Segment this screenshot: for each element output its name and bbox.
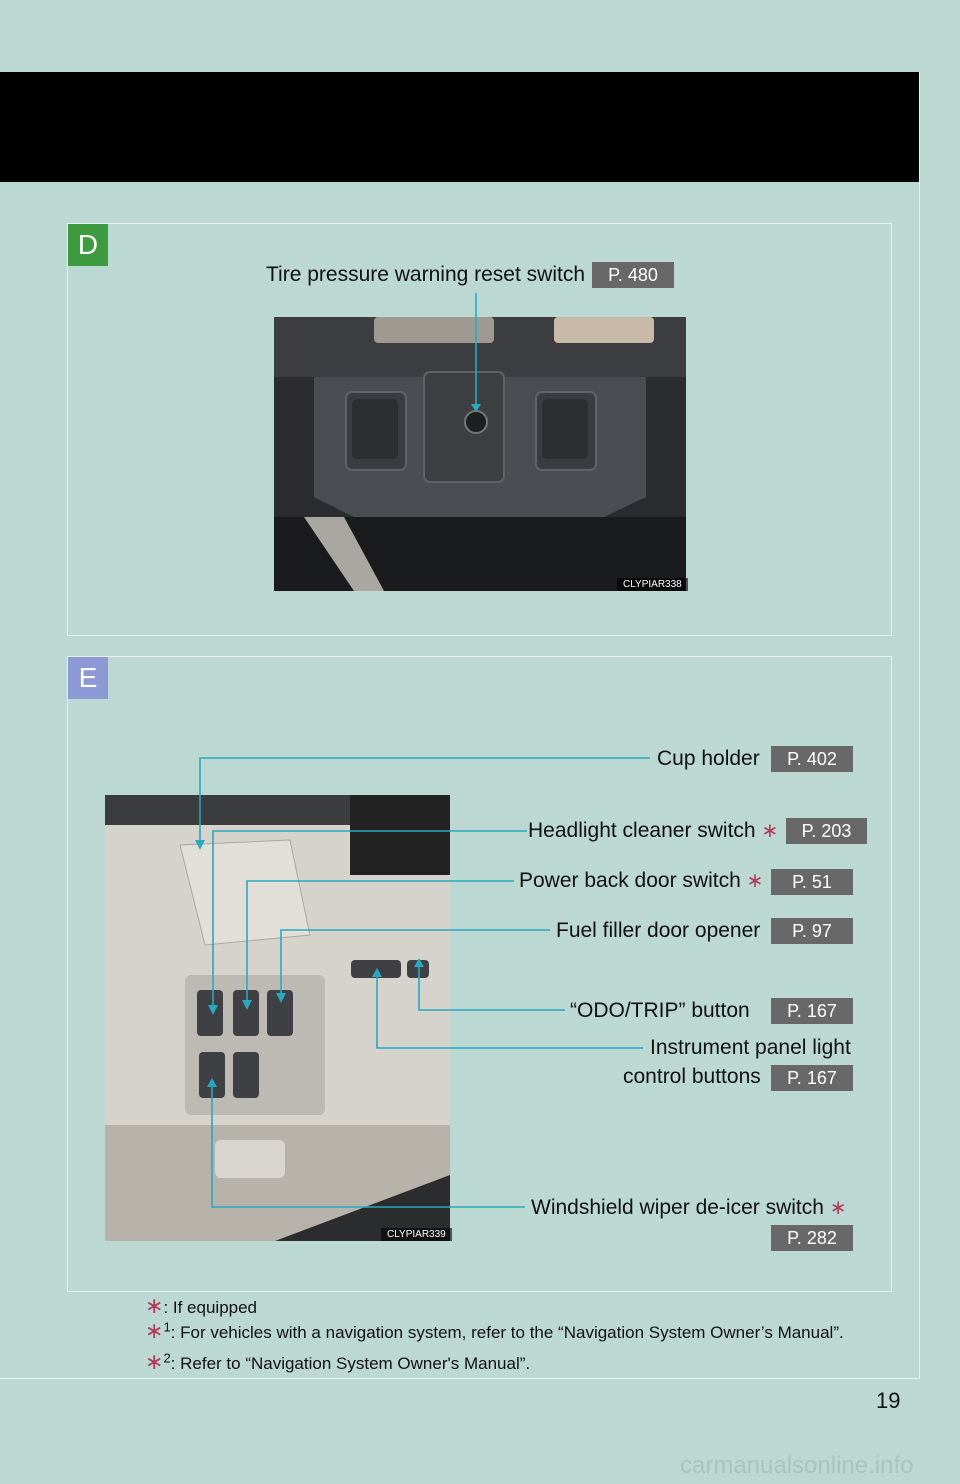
fuel-filler-ref[interactable]: P. 97 bbox=[771, 918, 853, 944]
section-e-tag: E bbox=[68, 657, 108, 699]
footnote-number: 1 bbox=[163, 1319, 171, 1335]
photo-caption-e: CLYPIAR339 bbox=[381, 1228, 452, 1241]
wiper-deicer-label bbox=[531, 1195, 847, 1221]
asterisk-icon: ∗ bbox=[746, 870, 764, 892]
power-back-door-label bbox=[519, 868, 763, 894]
footnote-number: 2 bbox=[163, 1350, 171, 1366]
instrument-panel-label-line1: Instrument panel light bbox=[650, 1036, 851, 1059]
asterisk-icon: ∗ bbox=[145, 1318, 164, 1343]
odo-trip-label: “ODO/TRIP” button bbox=[570, 999, 750, 1022]
wiper-deicer-text: Windshield wiper de-icer switch bbox=[531, 1196, 824, 1219]
wiper-deicer-ref[interactable]: P. 282 bbox=[771, 1225, 853, 1251]
footnote-text: : Refer to “Navigation System Owner's Manual”. bbox=[170, 1354, 531, 1373]
asterisk-icon: ∗ bbox=[761, 820, 779, 842]
asterisk-icon: ∗ bbox=[829, 1197, 847, 1219]
section-d-tag: D bbox=[68, 224, 108, 266]
footnote-2 bbox=[145, 1349, 530, 1375]
headlight-cleaner-label bbox=[528, 818, 778, 844]
power-back-door-text: Power back door switch bbox=[519, 869, 741, 892]
cup-holder-label: Cup holder bbox=[657, 747, 760, 770]
asterisk-icon: ∗ bbox=[145, 1293, 164, 1318]
console-photo bbox=[105, 795, 450, 1241]
instrument-panel-ref[interactable]: P. 167 bbox=[771, 1065, 853, 1091]
instrument-panel-label-line2: control buttons bbox=[623, 1065, 761, 1088]
page-number: 19 bbox=[876, 1388, 901, 1413]
cup-holder-ref[interactable]: P. 402 bbox=[771, 746, 853, 772]
power-back-door-ref[interactable]: P. 51 bbox=[771, 869, 853, 895]
footnote-text: : If equipped bbox=[163, 1298, 258, 1317]
asterisk-icon: ∗ bbox=[145, 1349, 164, 1374]
tire-switch-photo bbox=[274, 317, 686, 591]
tire-pressure-ref[interactable]: P. 480 bbox=[592, 262, 674, 288]
tire-pressure-label: Tire pressure warning reset switch bbox=[266, 263, 585, 286]
watermark: carmanualsonline.info bbox=[680, 1452, 914, 1479]
footnote-1 bbox=[145, 1318, 844, 1344]
headlight-cleaner-text: Headlight cleaner switch bbox=[528, 819, 756, 842]
photo-caption-d: CLYPIAR338 bbox=[617, 578, 688, 591]
footnote-text: : For vehicles with a navigation system, refer to the “Navigation System Owner’s Manual”. bbox=[170, 1323, 844, 1342]
fuel-filler-label: Fuel filler door opener bbox=[556, 919, 761, 942]
odo-trip-ref[interactable]: P. 167 bbox=[771, 998, 853, 1024]
footnote-if-equipped bbox=[145, 1293, 257, 1319]
headlight-cleaner-ref[interactable]: P. 203 bbox=[786, 818, 867, 844]
